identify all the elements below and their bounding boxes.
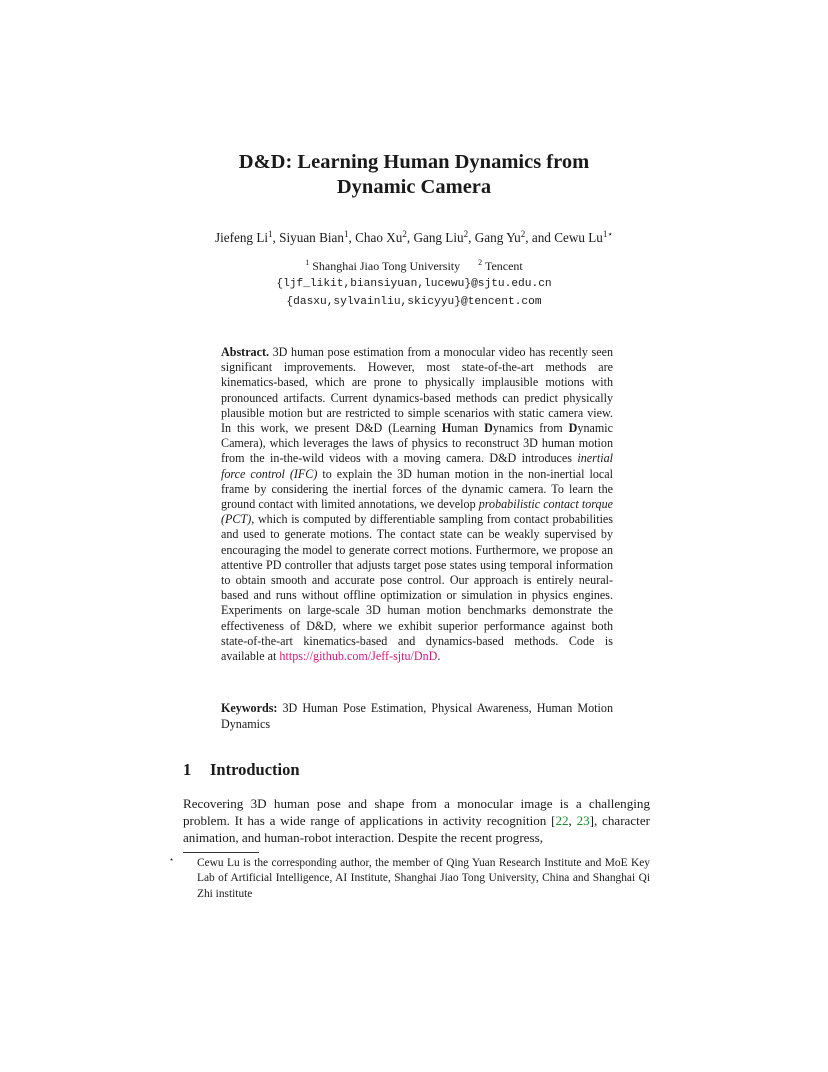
keywords-text: 3D Human Pose Estimation, Physical Awareness, Human Motion Dynamics [221, 701, 613, 731]
author-affil-sup: 1 [268, 229, 273, 239]
author-affil-sup: 1 [343, 229, 349, 239]
intro-paragraph: Recovering 3D human pose and shape from a monocular image is a challenging problem. It has a wide range of applications in activity recognition [22, 23], character animation, and human-robot interaction. Despite the recent progress, [183, 796, 650, 846]
footnote-text: Cewu Lu is the corresponding author, the member of Qing Yuan Research Institute and MoE Key Lab of Artificial Intelligence, AI Institute, Shanghai Jiao Tong University, China and Shanghai Qi Zhi institute [197, 857, 650, 900]
code-link[interactable]: https://github.com/Jeff-sjtu/DnD [279, 649, 438, 664]
author-name: Gang Yu [474, 230, 521, 245]
paper-title [0, 150, 828, 200]
author-name: Cewu Lu [554, 230, 603, 245]
citation-link[interactable]: 23 [576, 813, 590, 829]
author-name: Siyuan Bian [279, 230, 344, 245]
author-affil-sup: 1⋆ [602, 229, 614, 239]
abstract: Abstract. 3D human pose estimation from a monocular video has recently seen significant improvements. However, most state-of-the-art methods are kinematics-based, which are prone to physically implausible motions with pronounced artifacts. Current dynamics-based methods can predict physically plausible motion but are restricted to simple scenarios with static camera view. In this work, we present D&D (Learning Human Dynamics from Dynamic Camera), which leverages the laws of physics to reconstruct 3D human motion from the in-the-wild videos with a moving camera. D&D introduces inertial force control (IFC) to explain the 3D human motion in the non-inertial local frame by considering the inertial forces of the dynamic camera. To learn the ground contact with limited annotations, we develop probabilistic contact torque (PCT), which is computed by differentiable sampling from contact probabilities and used to generate motions. The contact state can be weakly supervised by encouraging the model to generate correct motions. Furthermore, we propose an attentive PD controller that adjusts target pose states using temporal information to obtain smooth and accurate pose control. Our approach is entirely neural-based and runs without offline optimization or simulation in physics engines. Experiments on large-scale 3D human motion benchmarks demonstrate the effectiveness of D&D, where we exhibit superior performance against both state-of-the-art kinematics-based and dynamics-based methods. Code is available at https://github.com/Jeff-sjtu/DnD. [221, 345, 614, 664]
author-name: Chao Xu [355, 230, 403, 245]
affiliations [0, 258, 828, 310]
author-affil-sup: 2 [520, 229, 526, 239]
section-heading [183, 760, 300, 780]
author-affil-sup: 2 [463, 229, 469, 239]
footnote-rule [183, 852, 259, 853]
author-affil-sup: 2 [402, 229, 407, 239]
title-line-1: D&D: Learning Human Dynamics from [238, 151, 590, 173]
author-name: Jiefeng Li [214, 230, 269, 245]
keywords [221, 701, 613, 732]
email-sjtu: {ljf_likit,biansiyuan,lucewu}@sjtu.edu.cn [276, 278, 552, 290]
section-title: Introduction [210, 760, 300, 779]
abstract-label: Abstract. [221, 345, 270, 359]
term-pct: probabilistic contact torque (PCT) [221, 497, 613, 527]
affiliation-sjtu: Shanghai Jiao Tong University [312, 259, 461, 273]
affiliation-tencent: Tencent [484, 259, 523, 273]
email-tencent: {dasxu,sylvainliu,skicyyu}@tencent.com [286, 296, 542, 308]
footnote: ⋆ Cewu Lu is the corresponding author, the member of Qing Yuan Research Institute and MoE Key Lab of Artificial Intelligence, AI Institute, Shanghai Jiao Tong University, China and Shanghai Qi Zhi institute [169, 855, 650, 900]
keywords-label: Keywords: [221, 701, 278, 715]
affiliation-line: $^1$ Shanghai Jiao Tong University $^2$ Tencent [305, 258, 523, 273]
citation-link[interactable]: 22 [555, 813, 569, 829]
title-line-2: Dynamic Camera [336, 176, 492, 198]
term-ifc: inertial force control (IFC) [221, 451, 613, 481]
author-name: Gang Liu [413, 230, 464, 245]
author-list: Jiefeng Li$^1$, Siyuan Bian$^1$, Chao Xu$^2$, Gang Liu$^2$, Gang Yu$^2$, and Cewu $Lu^{1⋆}$ [214, 229, 614, 245]
section-number: 1 [183, 760, 192, 779]
